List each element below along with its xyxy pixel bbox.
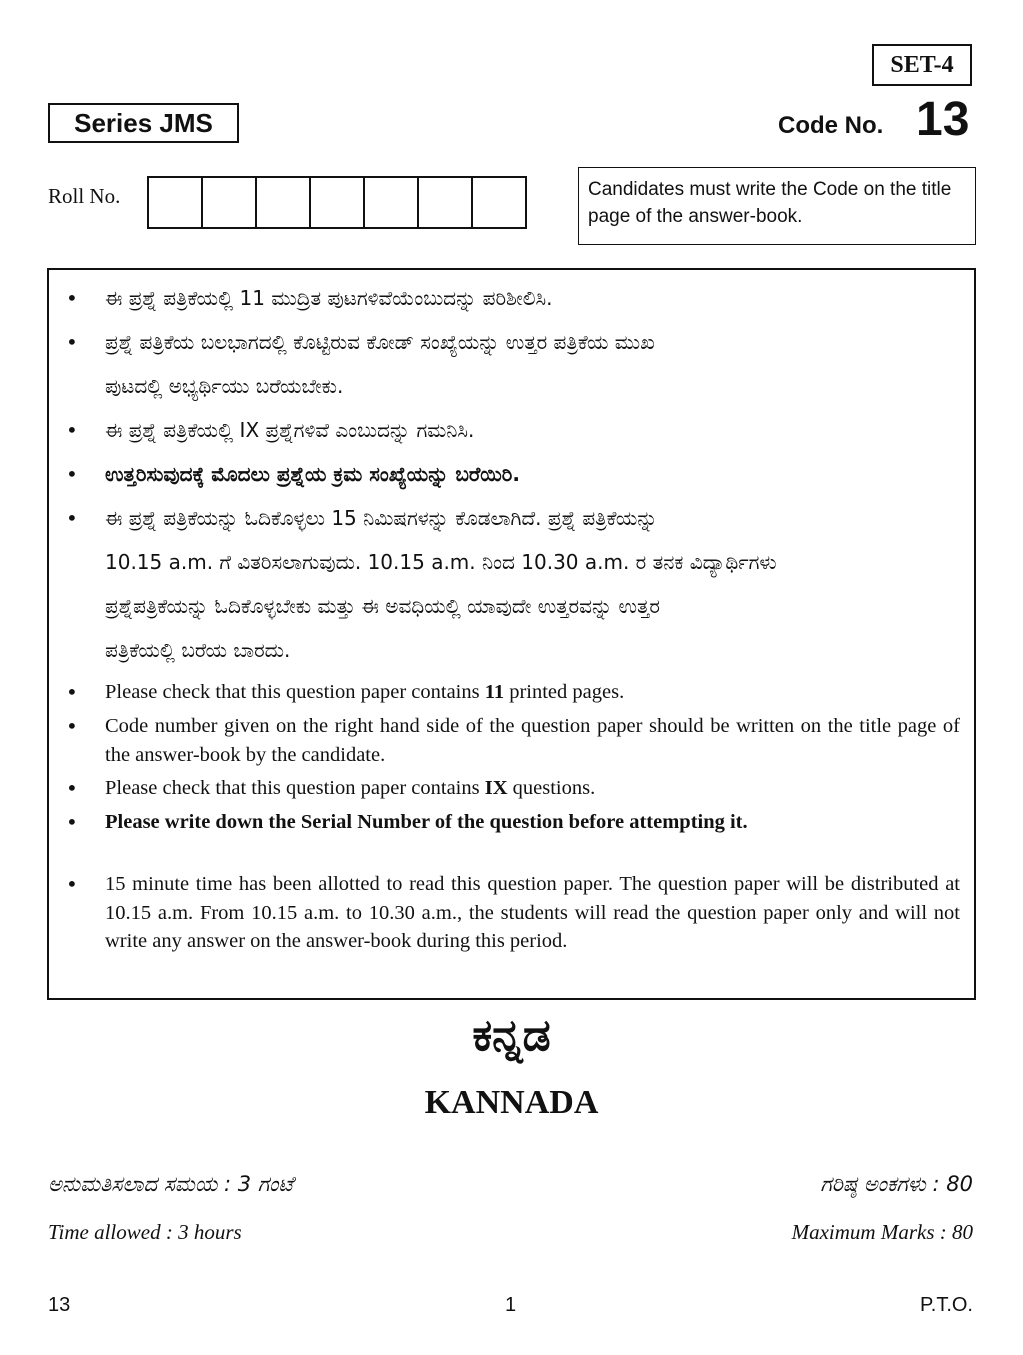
bullet: • bbox=[66, 286, 78, 310]
code-instruction-note: Candidates must write the Code on the title page of the answer-book. bbox=[578, 167, 976, 245]
code-value: 13 bbox=[916, 93, 970, 146]
bullet: • bbox=[66, 776, 78, 800]
roll-number-cell[interactable] bbox=[473, 178, 527, 227]
bullet: • bbox=[66, 418, 78, 442]
instruction-kn-4: ಉತ್ತರಿಸುವುದಕ್ಕೆ ಮೊದಲು ಪ್ರಶ್ನೆಯ ಕ್ರಮ ಸಂಖ್ಯೆಯನ್ನು ಬರೆಯಿರಿ. bbox=[105, 462, 520, 486]
bullet: • bbox=[66, 680, 78, 704]
roll-number-cell[interactable] bbox=[257, 178, 311, 227]
roll-number-cell[interactable] bbox=[419, 178, 473, 227]
roll-number-cell[interactable] bbox=[203, 178, 257, 227]
roll-number-label: Roll No. bbox=[48, 184, 121, 208]
instruction-en-3-text-end: questions. bbox=[507, 777, 596, 799]
bullet: • bbox=[66, 714, 78, 738]
instruction-en-3-text: Please check that this question paper contains bbox=[105, 777, 485, 799]
footer-pto: P.T.O. bbox=[920, 1294, 973, 1316]
bullet: • bbox=[66, 506, 78, 530]
instruction-kn-5-line3: ಪ್ರಶ್ನೆಪತ್ರಿಕೆಯನ್ನು ಓದಿಕೊಳ್ಳಬೇಕು ಮತ್ತು ಈ ಅವಧಿಯಲ್ಲಿ ಯಾವುದೇ ಉತ್ತರವನ್ನು ಉತ್ತರ bbox=[105, 594, 660, 618]
time-allowed-english: Time allowed : 3 hours bbox=[48, 1220, 242, 1244]
instruction-kn-2-line1: ಪ್ರಶ್ನೆ ಪತ್ರಿಕೆಯ ಬಲಭಾಗದಲ್ಲಿ ಕೊಟ್ಟಿರುವ ಕೋಡ್ ಸಂಖ್ಯೆಯನ್ನು ಉತ್ತರ ಪತ್ರಿಕೆಯ ಮುಖ bbox=[105, 330, 655, 354]
series-label: Series JMS bbox=[74, 107, 213, 138]
maximum-marks-english: Maximum Marks : 80 bbox=[791, 1220, 973, 1244]
instruction-kn-2-line2: ಪುಟದಲ್ಲಿ ಅಭ್ಯರ್ಥಿಯು ಬರೆಯಬೇಕು. bbox=[105, 374, 344, 398]
bullet: • bbox=[66, 462, 78, 486]
instruction-en-1 bbox=[105, 678, 960, 707]
maximum-marks-kannada: ಗರಿಷ್ಠ ಅಂಕಗಳು : 80 bbox=[820, 1172, 973, 1196]
bullet: • bbox=[66, 330, 78, 354]
roll-number-grid[interactable] bbox=[147, 176, 527, 229]
instruction-en-4: Please write down the Serial Number of the question before attempting it. bbox=[105, 811, 748, 833]
instruction-kn-1: ಈ ಪ್ರಶ್ನೆ ಪತ್ರಿಕೆಯಲ್ಲಿ 11 ಮುದ್ರಿತ ಪುಟಗಳಿವೆಯೆಂಬುದನ್ನು ಪರಿಶೀಲಿಸಿ. bbox=[105, 286, 553, 310]
page-count: 11 bbox=[484, 681, 505, 703]
instruction-kn-3: ಈ ಪ್ರಶ್ನೆ ಪತ್ರಿಕೆಯಲ್ಲಿ IX ಪ್ರಶ್ನೆಗಳಿವೆ ಎಂಬುದನ್ನು ಗಮನಿಸಿ. bbox=[105, 418, 475, 442]
series-box bbox=[48, 103, 239, 143]
instruction-kn-5-line4: ಪತ್ರಿಕೆಯಲ್ಲಿ ಬರೆಯ ಬಾರದು. bbox=[105, 638, 291, 662]
instruction-en-5: 15 minute time has been allotted to read this question paper. The question paper will be distributed at 10.15 a.m. From 10.15 a.m. to 10.30 a.m., the students will read the question paper only and will not write any answer on the answer-book during this period. bbox=[105, 873, 960, 952]
set-number-box bbox=[872, 44, 972, 86]
instruction-en-1-text: Please check that this question paper contains bbox=[105, 681, 485, 703]
subject-title-kannada: ಕನ್ನಡ bbox=[472, 1010, 551, 1061]
question-count: IX bbox=[484, 777, 508, 799]
instruction-kn-5-line2: 10.15 a.m. ಗೆ ವಿತರಿಸಲಾಗುವುದು. 10.15 a.m. ನಿಂದ 10.30 a.m. ರ ತನಕ ವಿದ್ಯಾರ್ಥಿಗಳು bbox=[105, 550, 777, 574]
instruction-en-3 bbox=[105, 774, 960, 803]
bullet: • bbox=[66, 810, 78, 834]
bullet: • bbox=[66, 872, 78, 896]
footer-code: 13 bbox=[48, 1294, 71, 1316]
code-label: Code No. bbox=[778, 112, 884, 139]
footer-page-number: 1 bbox=[505, 1294, 517, 1316]
instruction-en-2: Code number given on the right hand side of the question paper should be written on the title page of the answer-book by the candidate. bbox=[105, 715, 960, 766]
roll-number-cell[interactable] bbox=[311, 178, 365, 227]
instruction-kn-5-line1: ಈ ಪ್ರಶ್ನೆ ಪತ್ರಿಕೆಯನ್ನು ಓದಿಕೊಳ್ಳಲು 15 ನಿಮಿಷಗಳನ್ನು ಕೊಡಲಾಗಿದೆ. ಪ್ರಶ್ನೆ ಪತ್ರಿಕೆಯನ್ನು bbox=[105, 506, 658, 530]
roll-number-cell[interactable] bbox=[365, 178, 419, 227]
subject-title-english: KANNADA bbox=[424, 1084, 599, 1121]
time-allowed-kannada: ಅನುಮತಿಸಲಾದ ಸಮಯ : 3 ಗಂಟೆ bbox=[48, 1172, 294, 1196]
roll-number-cell[interactable] bbox=[149, 178, 203, 227]
instruction-en-1-text-end: printed pages. bbox=[504, 681, 625, 703]
set-number: SET-4 bbox=[890, 51, 954, 78]
